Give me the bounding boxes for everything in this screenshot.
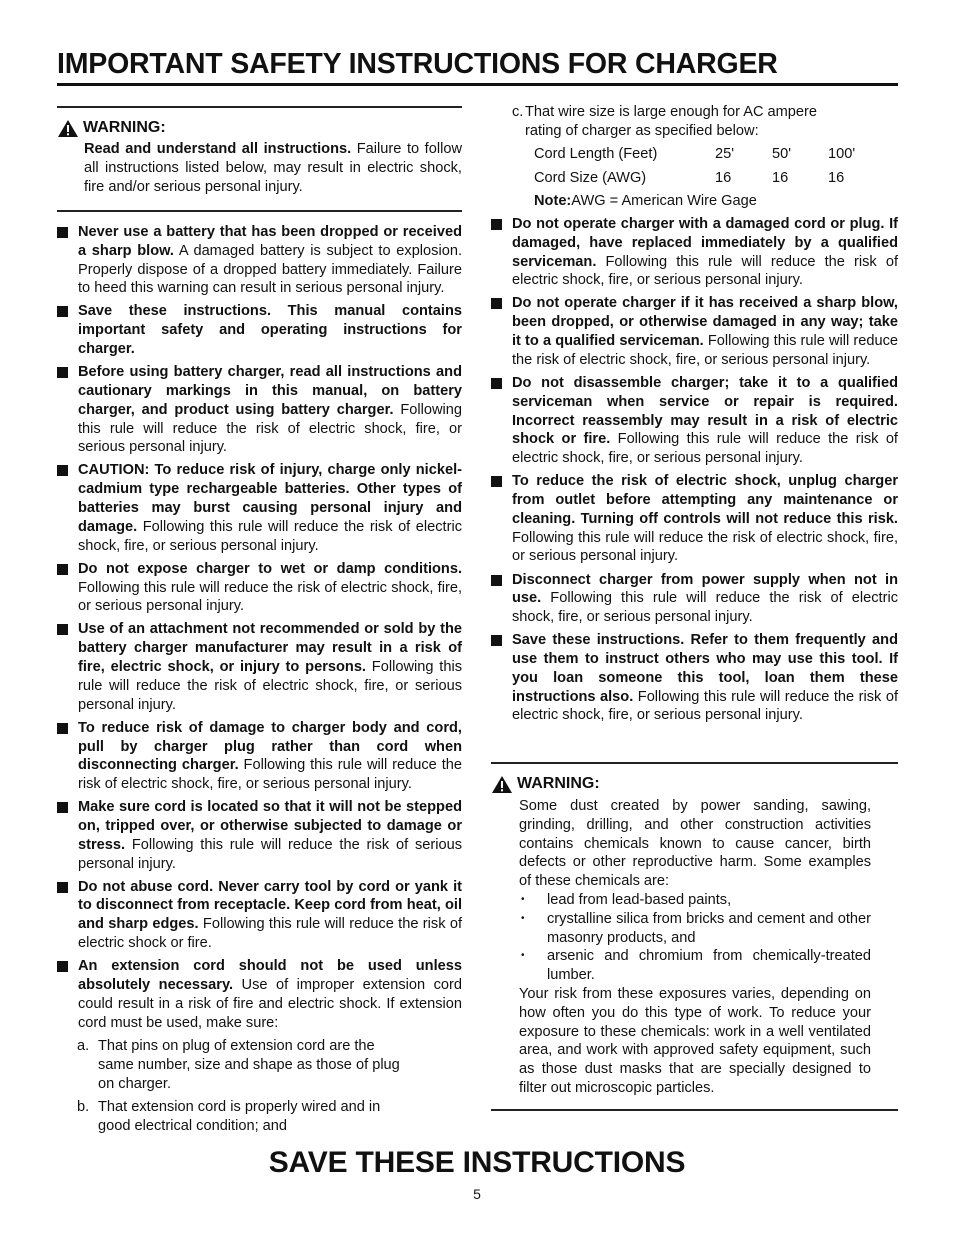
- sub-item-c: [512, 103, 852, 141]
- sub-item-text: That wire size is large enough for AC ampere rating of charger as specified below:: [525, 104, 818, 139]
- bullet-bold: Do not operate charger if it has received a sharp blow, been dropped, or otherwise damaged in any way; take it to a qualified serviceman.: [512, 295, 898, 350]
- sub-item-a: [77, 1037, 407, 1093]
- list-item: [491, 215, 898, 290]
- warning-body: Failure to follow all instructions listed below, may result in electric shock, fire and/or serious personal injury.: [84, 141, 462, 195]
- sub-item-text: That pins on plug of extension cord are the same number, size and shape as those of plug on charger.: [98, 1038, 400, 1092]
- list-item: [57, 363, 462, 457]
- bullet-text: Following this rule will reduce the risk of electric shock, fire, or serious personal injury.: [512, 590, 898, 626]
- bullet-square-icon: [57, 723, 68, 734]
- bullet-bold: To reduce risk of damage to charger body and cord, pull by charger plug rather than cord when disconnecting charger.: [78, 719, 462, 774]
- list-item: [57, 620, 462, 714]
- warning-bottom-rule: [57, 210, 462, 212]
- bullet-square-icon: [57, 624, 68, 635]
- bullet-bold: Disconnect charger from power supply when not in use.: [512, 571, 898, 607]
- bullet-square-icon: [491, 635, 502, 646]
- bullet-bold: CAUTION: To reduce risk of injury, charge only nickel-cadmium type rechargeable batteries. Other types of batteries may burst causing personal injury and damage.: [78, 462, 462, 535]
- cord-size-label: Cord Size (AWG): [534, 170, 647, 186]
- cord-length-value: 50': [772, 146, 792, 162]
- bullet-square-icon: [491, 378, 502, 389]
- bullet-square-icon: [57, 802, 68, 813]
- cord-length-value: 25': [715, 146, 735, 162]
- dust-warning-box: [491, 774, 871, 1098]
- page-number: 5: [473, 1186, 481, 1202]
- list-item: [491, 294, 898, 369]
- bullet-bold: Save these instructions. This manual contains important safety and operating instructions for charger.: [78, 303, 462, 358]
- list-item: [491, 374, 898, 468]
- list-item: [57, 302, 462, 358]
- bullet-bold: An extension cord should not be used unless absolutely necessary.: [78, 958, 462, 993]
- right-bullet-list: [491, 215, 898, 730]
- list-item: [57, 560, 462, 616]
- bullet-text: Following this rule will reduce the risk of electric shock, fire, or serious personal injury.: [78, 659, 462, 713]
- dust-warning-bottom-rule: [491, 1109, 898, 1111]
- list-item: [491, 571, 898, 627]
- list-item: [57, 878, 462, 953]
- warning-triangle-icon: [57, 119, 79, 138]
- bullet-text: Following this rule will reduce the risk of serious personal injury.: [78, 836, 462, 872]
- cord-length-label: Cord Length (Feet): [534, 146, 658, 162]
- list-item: • crystalline silica from bricks and cement and other masonry products, and: [519, 910, 871, 948]
- bullet-bold: Save these instructions. Refer to them frequently and use them to instruct others who may use this tool. If you loan someone this tool, loan them these instructions also.: [512, 632, 898, 705]
- list-item: • lead from lead-based paints,: [519, 891, 871, 910]
- bullet-bold: Do not disassemble charger; take it to a qualified serviceman when service or repair is required. Incorrect reassembly may result in a risk of electric shock or fire.: [512, 374, 898, 448]
- cord-size-row: [534, 169, 868, 188]
- bullet-text: Following this rule will reduce the risk of electric shock, fire, or serious personal injury.: [512, 431, 898, 467]
- bullet-text: Following this rule will reduce the risk of electric shock, fire, or serious personal injury.: [512, 253, 898, 289]
- bullet-text: Following this rule will reduce the risk of electric shock, fire, or serious personal injury.: [512, 333, 898, 368]
- note-text: AWG = American Wire Gage: [571, 193, 757, 209]
- cord-size-value: 16: [828, 170, 845, 186]
- bullet-text: Following this rule will reduce the risk of electric shock, fire, or serious personal injury.: [78, 401, 462, 456]
- bullet-square-icon: [57, 961, 68, 972]
- bullet-square-icon: [57, 306, 68, 317]
- sub-item-b: [77, 1098, 407, 1136]
- list-item: [57, 223, 462, 298]
- bullet-bold: Do not operate charger with a damaged cord or plug. If damaged, have replaced immediately by a qualified serviceman.: [512, 216, 898, 270]
- bullet-square-icon: [57, 564, 68, 575]
- chemical-list: [519, 891, 871, 985]
- bullet-bold: Never use a battery that has been dropped or received a sharp blow.: [78, 224, 462, 259]
- left-bullet-list: [57, 223, 462, 1037]
- list-item: • arsenic and chromium from chemically-treated lumber.: [519, 947, 871, 985]
- warning-bold: Read and understand all instructions.: [84, 141, 352, 157]
- bullet-square-icon: [57, 227, 68, 238]
- bullet-text: Following this rule will reduce the risk of electric shock, fire, or serious personal injury.: [512, 529, 898, 565]
- bullet-bold: Do not abuse cord. Never carry tool by cord or yank it to disconnect from receptacle. Keep cord from heat, oil and sharp edges.: [78, 878, 462, 933]
- list-item: [491, 631, 898, 725]
- bullet-text: Following this rule will reduce the risk of electric shock, fire, or serious personal injury.: [78, 579, 462, 615]
- list-item: [57, 461, 462, 555]
- bullet-bold: Do not expose charger to wet or damp conditions.: [78, 560, 462, 577]
- bullet-square-icon: [491, 298, 502, 309]
- sub-item-text: That extension cord is properly wired and in good electrical condition; and: [98, 1099, 381, 1134]
- sub-item-label: c.: [512, 104, 524, 120]
- bullet-square-icon: [491, 219, 502, 230]
- bullet-bold: To reduce the risk of electric shock, unplug charger from outlet before attempting any maintenance or cleaning. Turning off controls will not reduce this risk.: [512, 473, 898, 527]
- dust-warning-outro: Your risk from these exposures varies, depending on how often you do this type of work. To reduce your exposure to these chemicals: work in a well ventilated area, and work with approved safety equipment, such as those dust masks that are specially designed to filter out microscopic particles.: [519, 985, 871, 1096]
- bullet-text: Following this rule will reduce the risk of electric shock, fire, or serious personal injury.: [78, 518, 462, 554]
- cord-length-value: 100': [828, 146, 856, 162]
- bullet-text: Use of improper extension cord could result in a risk of fire and electric shock. If extension cord must be used, make sure:: [78, 976, 462, 1031]
- bullet-square-icon: [57, 882, 68, 893]
- warning-heading: [57, 118, 462, 138]
- cord-length-row: [534, 145, 868, 164]
- warning-text: [84, 140, 462, 196]
- bullet-square-icon: [491, 575, 502, 586]
- warning-box: [57, 118, 462, 196]
- title-rule: [57, 83, 898, 86]
- list-item: [57, 719, 462, 794]
- dust-warning-top-rule: [491, 762, 898, 764]
- note-label: Note:: [534, 193, 572, 209]
- warning-label: WARNING:: [83, 118, 166, 136]
- cord-size-value: 16: [772, 170, 789, 186]
- list-item: [491, 472, 898, 566]
- bullet-square-icon: [57, 465, 68, 476]
- awg-note: [534, 192, 757, 211]
- bullet-text: A damaged battery is subject to explosion. Properly dispose of a dropped battery immediately. Failure to heed this warning can result in serious personal injury.: [78, 242, 462, 297]
- dust-warning-heading: [491, 774, 871, 794]
- warning-triangle-icon: [491, 775, 513, 794]
- warning-top-rule: [57, 106, 462, 108]
- bullet-bold: Make sure cord is located so that it will not be stepped on, tripped over, or otherwise subjected to damage or stress.: [78, 799, 462, 853]
- list-item: [57, 798, 462, 873]
- dust-warning-text: [519, 797, 871, 1098]
- sub-item-label: b.: [77, 1099, 90, 1115]
- dust-warning-label: WARNING:: [517, 774, 600, 792]
- bullet-square-icon: [491, 476, 502, 487]
- page-title: IMPORTANT SAFETY INSTRUCTIONS FOR CHARGER: [57, 48, 778, 80]
- bullet-text: Following this rule will reduce the risk of electric shock, fire, or serious personal injury.: [78, 757, 462, 793]
- footer-title: SAVE THESE INSTRUCTIONS: [268, 1146, 686, 1179]
- list-item: [57, 957, 462, 1032]
- sub-item-label: a.: [77, 1038, 90, 1054]
- dust-warning-intro: Some dust created by power sanding, sawing, grinding, drilling, and other construction activities contains chemicals known to cause cancer, birth defects or other reproductive harm. Some examples of these chemicals are:: [519, 798, 871, 890]
- cord-size-value: 16: [715, 170, 732, 186]
- bullet-bold: Before using battery charger, read all instructions and cautionary markings in this manual, on battery charger, and product using battery charger.: [78, 364, 462, 418]
- bullet-text: Following this rule will reduce the risk of electric shock, fire, or serious personal injury.: [512, 688, 899, 724]
- bullet-bold: Use of an attachment not recommended or sold by the battery charger manufacturer may result in a risk of fire, electric shock, or injury to persons.: [78, 621, 462, 676]
- bullet-square-icon: [57, 367, 68, 378]
- bullet-text: Following this rule will reduce the risk of electric shock or fire.: [78, 916, 463, 952]
